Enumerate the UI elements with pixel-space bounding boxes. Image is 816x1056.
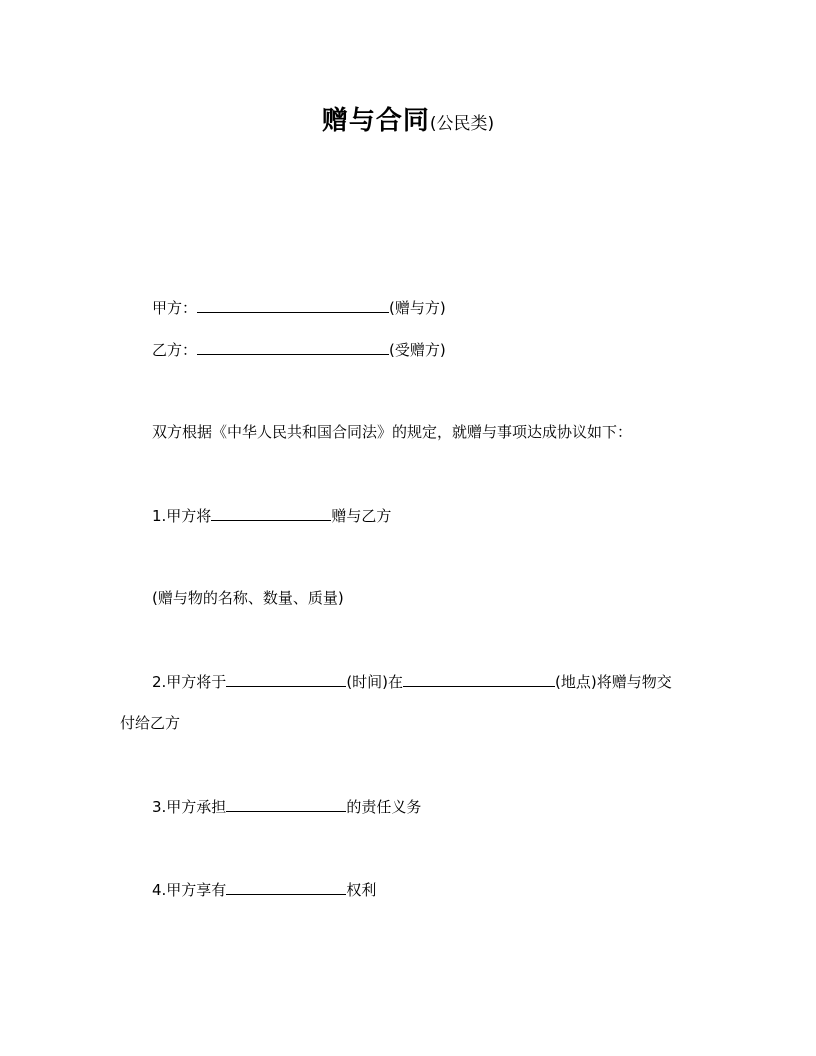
clause-2 [152,671,672,692]
party-a-blank[interactable] [197,297,389,313]
clause-1-prefix: 1.甲方将 [152,507,212,525]
party-b-label: 乙方： [152,341,198,359]
clause-3-suffix: 的责任义务 [346,798,422,816]
clause-3 [152,796,421,817]
clause-4-prefix: 4.甲方享有 [152,881,227,899]
clause-3-prefix: 3.甲方承担 [152,798,227,816]
clause-2-continuation: 付给乙方 [120,714,181,732]
title-main: 赠与合同 [321,106,430,136]
clause-1-suffix: 赠与乙方 [331,507,392,525]
party-a-role: (赠与方) [389,299,446,317]
clause-4-suffix: 权利 [346,881,377,899]
party-a-label: 甲方： [152,299,198,317]
clause-4 [152,879,376,900]
title-subtitle: (公民类) [429,114,495,134]
intro-paragraph: 双方根据《中华人民共和国合同法》的规定，就赠与事项达成协议如下： [152,423,633,441]
clause-1 [152,505,391,526]
party-b-line [152,339,446,360]
clause-2-time-label: (时间)在 [346,673,404,691]
clause-2-time-blank[interactable] [226,671,346,687]
clause-2-place-blank[interactable] [403,671,555,687]
party-a-line [152,297,446,318]
document-title [0,100,816,137]
party-b-role: (受赠方) [389,341,446,359]
clause-1-blank[interactable] [211,505,331,521]
clause-4-blank[interactable] [226,879,346,895]
clause-2-prefix: 2.甲方将于 [152,673,227,691]
clause-2-place-label: (地点)将赠与物交 [555,673,672,691]
party-b-blank[interactable] [197,339,389,355]
clause-1-note: (赠与物的名称、数量、质量) [152,589,344,607]
clause-3-blank[interactable] [226,796,346,812]
